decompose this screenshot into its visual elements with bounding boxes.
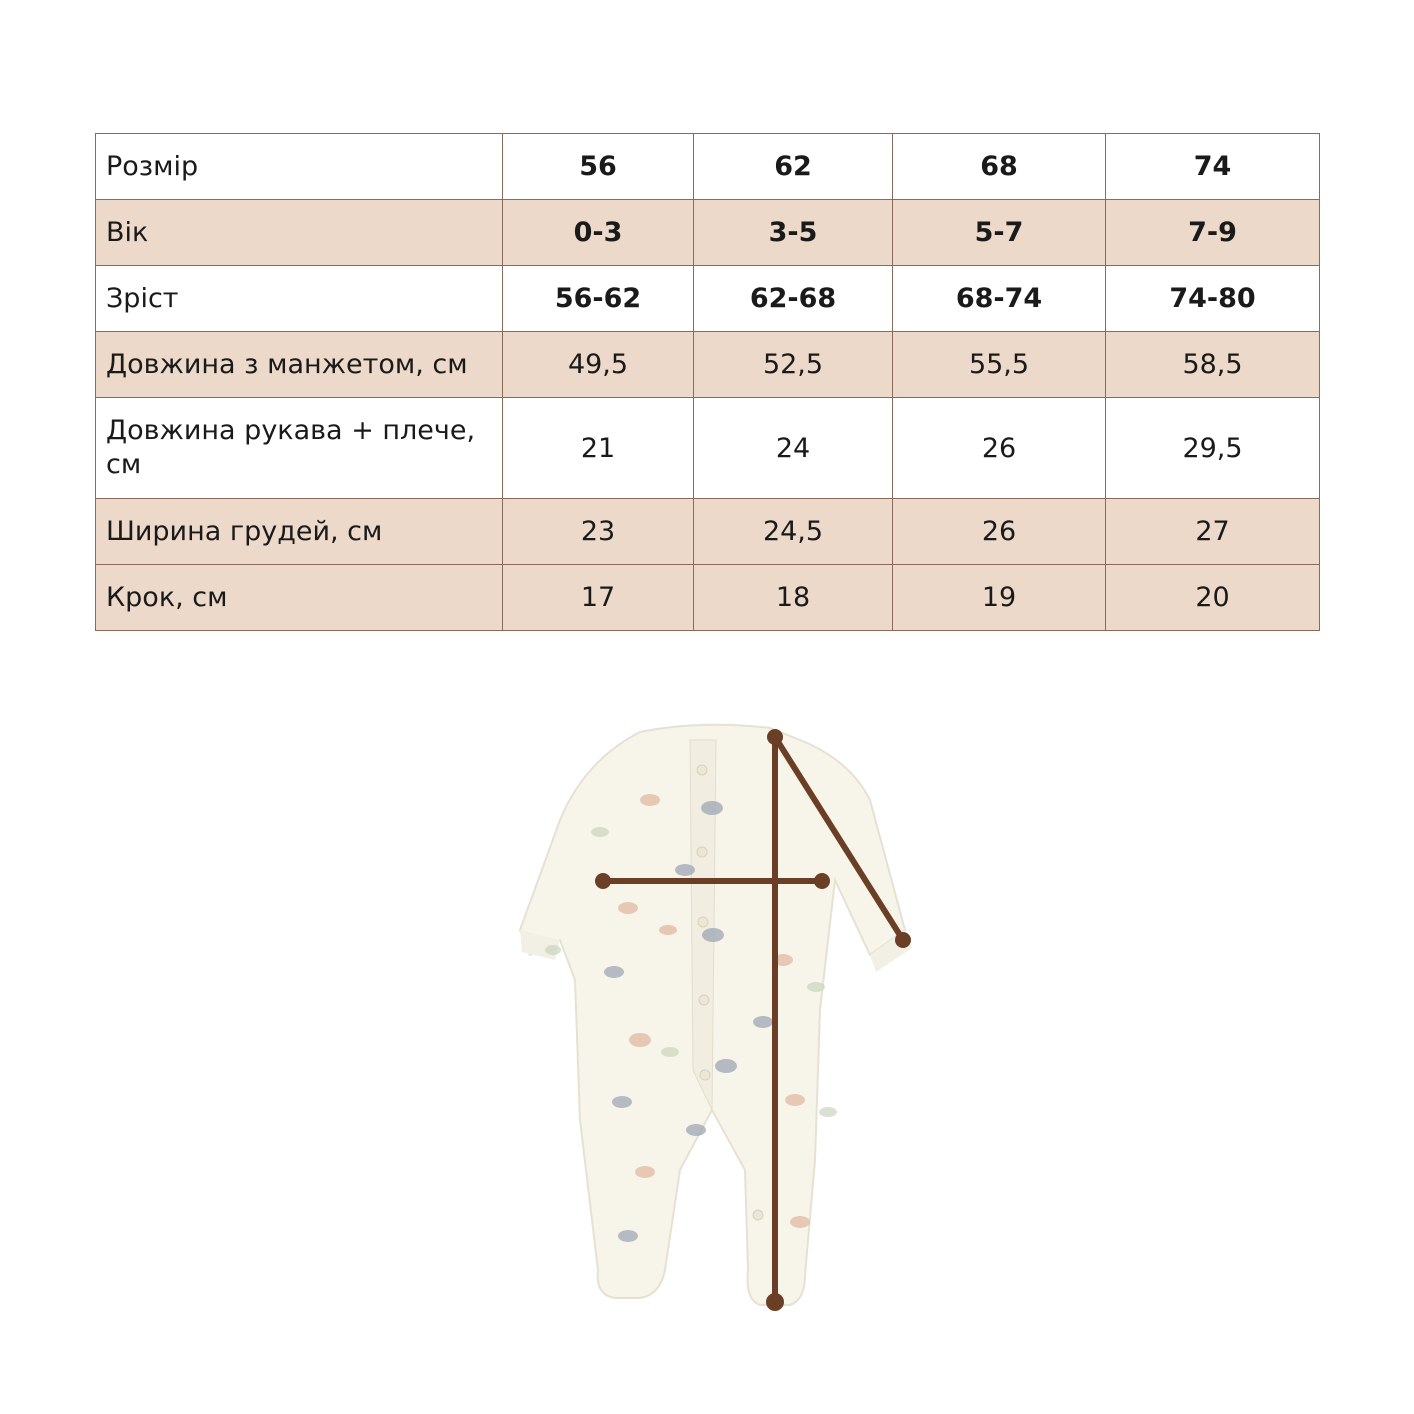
row-inseam	[96, 565, 1320, 631]
cell-value: 24	[694, 398, 893, 499]
cell-value: 55,5	[893, 332, 1106, 398]
row-label: Розмір	[96, 134, 503, 200]
cell-value: 29,5	[1106, 398, 1320, 499]
row-label: Довжина рукава + плече, см	[96, 398, 503, 499]
cell-value: 52,5	[694, 332, 893, 398]
cell-value: 3-5	[694, 200, 893, 266]
cell-value: 0-3	[503, 200, 694, 266]
row-chest-width	[96, 499, 1320, 565]
cell-value: 20	[1106, 565, 1320, 631]
cell-value: 68-74	[893, 266, 1106, 332]
cell-value: 17	[503, 565, 694, 631]
cell-value: 27	[1106, 499, 1320, 565]
length-bottom-dot	[766, 1293, 784, 1311]
cell-value: 18	[694, 565, 893, 631]
row-sleeve-length	[96, 398, 1320, 499]
chest-right-dot	[814, 873, 830, 889]
cell-value: 5-7	[893, 200, 1106, 266]
row-label: Ширина грудей, см	[96, 499, 503, 565]
cell-value: 26	[893, 499, 1106, 565]
cell-value: 62	[694, 134, 893, 200]
cell-value: 49,5	[503, 332, 694, 398]
sleeve-end-dot	[895, 932, 911, 948]
chest-left-dot	[595, 873, 611, 889]
cell-value: 56-62	[503, 266, 694, 332]
cell-value: 23	[503, 499, 694, 565]
row-label: Крок, см	[96, 565, 503, 631]
row-length-with-cuff	[96, 332, 1320, 398]
cell-value: 19	[893, 565, 1106, 631]
cell-value: 21	[503, 398, 694, 499]
row-size	[96, 134, 1320, 200]
row-label: Довжина з манжетом, см	[96, 332, 503, 398]
romper-measurement-icon	[500, 700, 940, 1340]
cell-value: 7-9	[1106, 200, 1320, 266]
row-age	[96, 200, 1320, 266]
cell-value: 24,5	[694, 499, 893, 565]
cell-value: 62-68	[694, 266, 893, 332]
row-label: Зріст	[96, 266, 503, 332]
cell-value: 26	[893, 398, 1106, 499]
row-height	[96, 266, 1320, 332]
row-label: Вік	[96, 200, 503, 266]
size-chart-table	[95, 133, 1320, 631]
cell-value: 74-80	[1106, 266, 1320, 332]
length-top-dot	[767, 729, 783, 745]
cell-value: 56	[503, 134, 694, 200]
cell-value: 74	[1106, 134, 1320, 200]
cell-value: 68	[893, 134, 1106, 200]
cell-value: 58,5	[1106, 332, 1320, 398]
